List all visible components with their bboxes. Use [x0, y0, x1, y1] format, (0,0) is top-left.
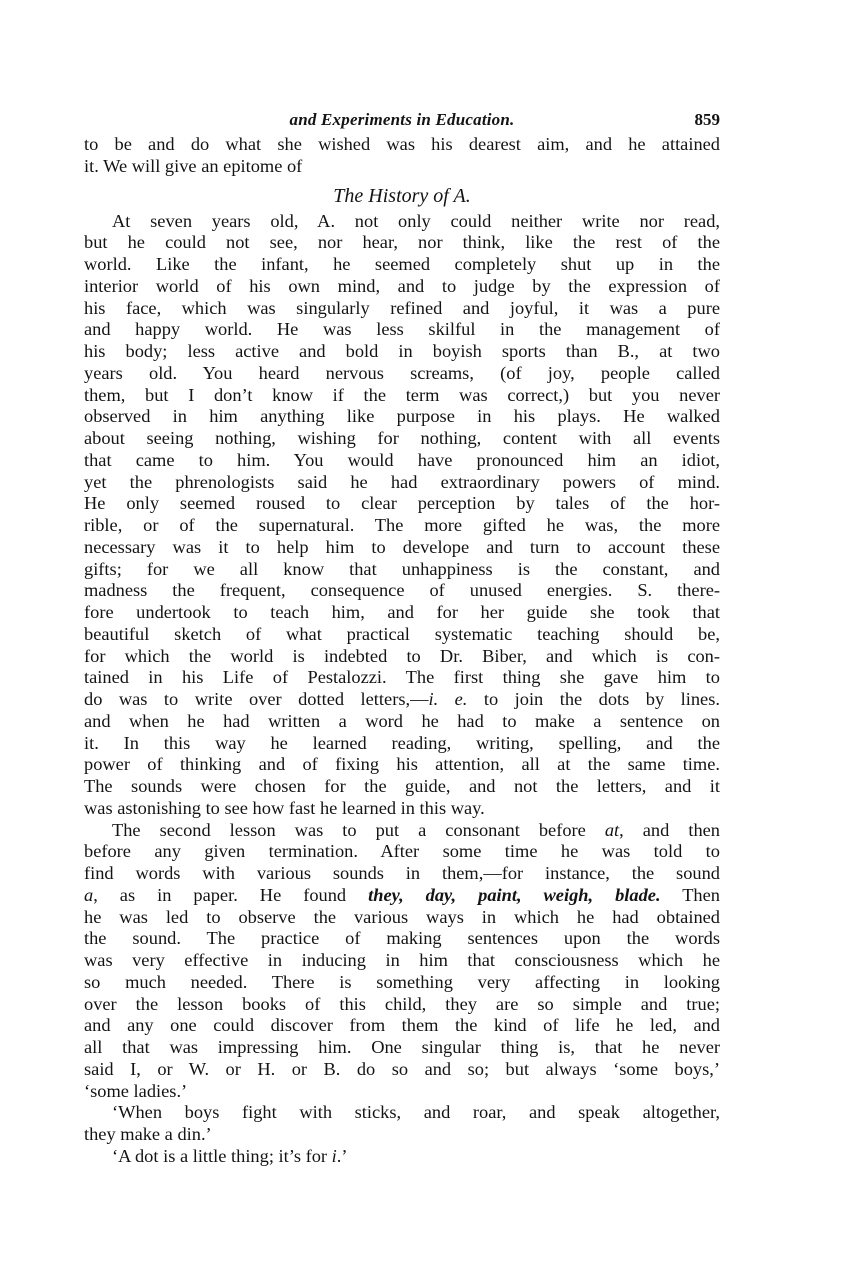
text-line: so much needed. There is something very affecting in looking — [84, 971, 720, 992]
text-span: The second lesson was to put a consonant before — [112, 819, 605, 840]
text-line: The sounds were chosen for the guide, and not the letters, and it — [84, 776, 720, 796]
text-line: years old. You heard nervous screams, (of joy, people called — [84, 362, 720, 383]
running-head — [84, 108, 720, 134]
text-line: but he could not see, nor hear, nor think, like the rest of the — [84, 232, 720, 253]
text-line: the sound. The practice of making sentences upon the words — [84, 928, 720, 949]
italic-word: at — [604, 819, 620, 840]
text-line: rible, or of the supernatural. The more gifted he was, the more — [84, 515, 720, 535]
text-line: it. We will give an epitome of — [84, 155, 303, 176]
quote-1 — [84, 1102, 720, 1146]
text-line: ‘some ladies.’ — [84, 1080, 188, 1101]
text-line: and happy world. He was less skilful in the management of — [84, 319, 720, 340]
text-line: world. Like the infant, he seemed completely shut up in the — [84, 254, 720, 274]
text-line: was very effective in inducing in him that consciousness which he — [84, 950, 720, 970]
paragraph-2 — [84, 820, 720, 1103]
italic-letter: i — [331, 1145, 337, 1166]
quote-2 — [84, 1146, 720, 1168]
page-number: 859 — [694, 110, 720, 129]
text-line: his face, which was singularly refined and joyful, it was a pure — [84, 297, 720, 318]
text-line: tained in his Life of Pestalozzi. The first thing she gave him to — [84, 667, 720, 688]
text-line: it. In this way he learned reading, writing, spelling, and the — [84, 732, 720, 753]
text-line: interior world of his own mind, and to judge by the expression of — [84, 275, 720, 296]
text-line: necessary was it to help him to develope and turn to account these — [84, 536, 720, 557]
text-line: madness the frequent, consequence of unused energies. S. there- — [84, 580, 720, 601]
text-line: ‘When boys fight with sticks, and roar, and speak altogether, — [112, 1102, 720, 1123]
text-line: that came to him. You would have pronounced him an idiot, — [84, 449, 720, 470]
italic-abbreviation: i. e. — [428, 689, 468, 709]
text-span: Then — [660, 884, 720, 905]
text-line: yet the phrenologists said he had extraordinary powers of mind. — [84, 471, 720, 492]
text-span: .’ — [336, 1145, 348, 1166]
text-line — [84, 1146, 720, 1168]
text-line: gifts; for we all know that unhappiness is the constant, and — [84, 558, 720, 579]
text-line: beautiful sketch of what practical systematic teaching should be, — [84, 623, 720, 644]
text-line: he was led to observe the various ways in which he had obtained — [84, 906, 720, 927]
text-span: , and then — [619, 819, 720, 840]
text-line: them, but I don’t know if the term was correct,) but you never — [84, 384, 720, 405]
text-line — [84, 885, 720, 907]
text-line: fore undertook to teach him, and for her guide she took that — [84, 602, 720, 622]
text-line: observed in him anything like purpose in his plays. He walked — [84, 406, 720, 427]
text-span: ‘A dot is a little thing; it’s for — [112, 1145, 332, 1166]
text-span: , as in paper. He found — [93, 884, 369, 905]
text-line: for which the world is indebted to Dr. Biber, and which is con- — [84, 645, 720, 666]
text-line: power of thinking and of fixing his attention, all at the same time. — [84, 754, 720, 775]
text-line: At seven years old, A. not only could neither write nor read, — [112, 210, 720, 231]
text-line: his body; less active and bold in boyish sports than B., at two — [84, 341, 720, 361]
text-line: He only seemed roused to clear perception by tales of the hor- — [84, 493, 720, 514]
text-span: do was to write over dotted letters,— — [84, 689, 429, 709]
text-line: before any given termination. After some time he was told to — [84, 841, 720, 862]
book-page — [84, 108, 720, 1168]
intro-text — [84, 134, 720, 178]
text-line — [84, 820, 720, 842]
text-line: they make a din.’ — [84, 1124, 212, 1144]
text-line: to be and do what she wished was his dearest aim, and he attained — [84, 134, 720, 154]
text-line: find words with various sounds in them,—for instance, the sound — [84, 863, 720, 883]
text-line: all that was impressing him. One singular thing is, that he never — [84, 1037, 720, 1057]
section-title: The History of A. — [333, 184, 471, 207]
running-title: and Experiments in Education. — [289, 110, 515, 129]
text-line: and any one could discover from them the kind of life he led, and — [84, 1015, 720, 1036]
text-line: over the lesson books of this child, they are so simple and true; — [84, 993, 720, 1014]
text-line: and when he had written a word he had to make a sentence on — [84, 710, 720, 731]
text-span: to join the dots by lines. — [467, 689, 720, 709]
italic-letter: a — [84, 884, 94, 905]
paragraph-1 — [84, 211, 720, 820]
text-line — [84, 689, 720, 711]
italic-word-list: they, day, paint, weigh, blade. — [368, 884, 661, 905]
text-line: said I, or W. or H. or B. do so and so; but always ‘some boys,’ — [84, 1058, 720, 1079]
text-line: about seeing nothing, wishing for nothing, content with all events — [84, 428, 720, 448]
text-line: was astonishing to see how fast he learned in this way. — [84, 797, 485, 818]
